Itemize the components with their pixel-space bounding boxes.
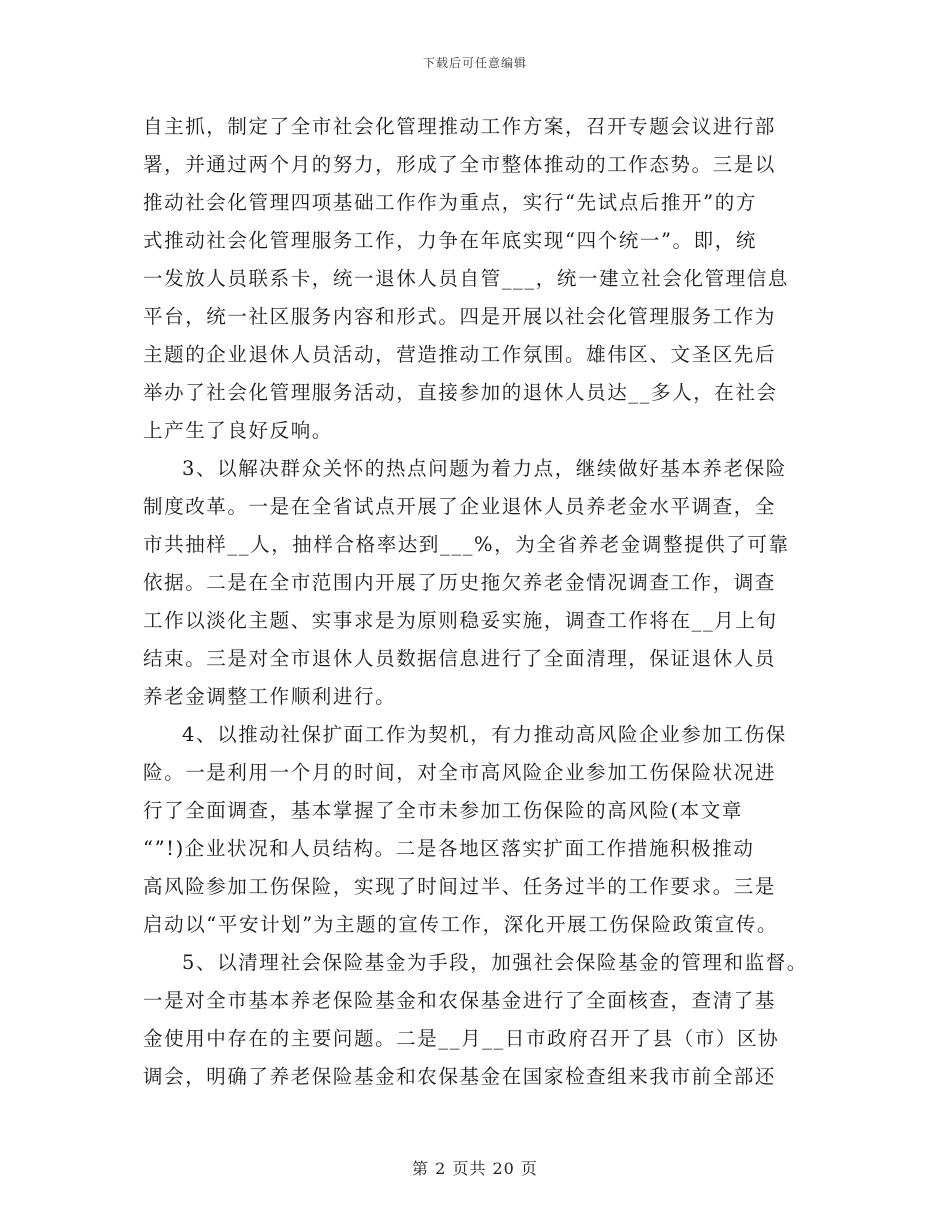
- text-line: 推动社会化管理四项基础工作作为重点，实行“先试点后推开”的方: [143, 191, 757, 214]
- document-body: [143, 108, 823, 1096]
- text-line: 3、以解决群众关怀的热点问题为着力点，继续做好基本养老保险: [182, 457, 787, 480]
- text-line: 险。一是利用一个月的时间，对全市高风险企业参加工伤保险状况进: [143, 761, 777, 784]
- page-number: 第 2 页共 20 页: [412, 1159, 538, 1178]
- page-header: 下载后可任意编辑: [422, 56, 527, 70]
- text-line: 平台，统一社区服务内容和形式。四是开展以社会化管理服务工作为: [143, 305, 777, 328]
- text-line: 工作以淡化主题、实事求是为原则稳妥实施，调查工作将在__月上旬: [143, 609, 778, 632]
- text-line: 举办了社会化管理服务活动，直接参加的退休人员达__多人，在社会: [143, 381, 778, 404]
- text-line: 结束。三是对全市退休人员数据信息进行了全面清理，保证退休人员: [143, 647, 777, 670]
- text-line: 依据。二是在全市范围内开展了历史拖欠养老金情况调查工作，调查: [143, 571, 777, 594]
- text-line: 高风险参加工伤保险，实现了时间过半、任务过半的工作要求。三是: [143, 875, 777, 898]
- text-line: 署，并通过两个月的努力，形成了全市整体推动的工作态势。三是以: [143, 153, 777, 176]
- text-line: “”!)企业状况和人员结构。二是各地区落实扩面工作措施积极推动: [143, 837, 755, 860]
- text-line: 一是对全市基本养老保险基金和农保基金进行了全面核查，查清了基: [143, 989, 777, 1012]
- text-line: 启动以“平安计划”为主题的宣传工作，深化开展工伤保险政策宣传。: [143, 913, 779, 936]
- text-line: 4、以推动社保扩面工作为契机，有力推动高风险企业参加工伤保: [182, 723, 787, 746]
- text-line: 主题的企业退休人员活动，营造推动工作氛围。雄伟区、文圣区先后: [143, 343, 777, 366]
- text-line: 行了全面调查，基本掌握了全市未参加工伤保险的高风险(本文章: [143, 799, 744, 822]
- text-line: 一发放人员联系卡，统一退休人员自管___，统一建立社会化管理信息: [143, 267, 789, 290]
- text-line: 自主抓，制定了全市社会化管理推动工作方案，召开专题会议进行部: [143, 115, 777, 138]
- text-line: 金使用中存在的主要问题。二是__月__日市政府召开了县（市）区协: [143, 1027, 780, 1050]
- text-line: 市共抽样__人，抽样合格率达到___%，为全省养老金调整提供了可靠: [143, 533, 790, 556]
- text-line: 制度改革。一是在全省试点开展了企业退休人员养老金水平调查，全: [143, 495, 777, 518]
- text-line: 式推动社会化管理服务工作，力争在年底实现“四个统一”。即，统: [143, 229, 757, 252]
- text-line: 调会，明确了养老保险基金和农保基金在国家检查组来我市前全部还: [143, 1065, 777, 1088]
- text-line: 上产生了良好反响。: [143, 419, 333, 442]
- text-line: 养老金调整工作顺利进行。: [143, 685, 397, 708]
- text-line: 5、以清理社会保险基金为手段，加强社会保险基金的管理和监督。: [182, 951, 808, 974]
